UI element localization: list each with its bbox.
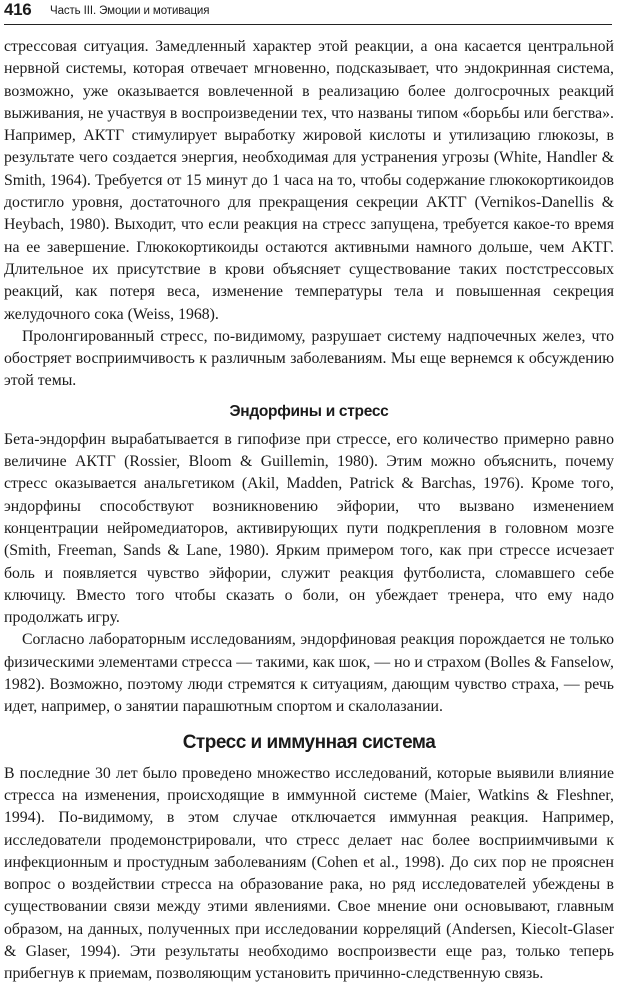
paragraph-endorphin-fear: Согласно лабораторным исследованиям, эндорфиновая реакция порождается не только физическими элементами стресса — такими, как шок, — но и страхом (Bolles & Fanselow, 1982). Возможно, поэтому люди стремятся к ситуациям, дающим чувство страха, — речь идет, например, о занятии парашютным спортом и скалолазании. — [4, 631, 614, 716]
paragraph-immune-system: В последние 30 лет было проведено множество исследований, которые выявили влияние стресса на изменения, происходящие в иммунной системе (Maier, Watkins & Fleshner, 1994). По-видимому, в этом случае отключается иммунная реакция. Например, исследователи продемонстрировали, что стресс делает нас более восприимчивыми к инфекционным и простудным заболеваниям (Cohen et al., 1998). До сих пор не прояснен вопрос о воздействии стресса на образование рака, но ряд исследователей убеждены в существовании связи между этими явлениями. Свое мнение они основывают, главным образом, на данных, полученных при исследовании корреляций (Andersen, Kiecolt-Glaser & Glaser, 1994). Эти результаты необходимо воспроизвести еще раз, только теперь прибегнув к приемам, позволяющим установить причинно-следственную связь. — [4, 764, 614, 983]
section-heading-immune: Стресс и иммунная система — [182, 731, 436, 753]
page-number: 416 — [4, 0, 32, 19]
paragraph-prolonged-stress: Пролонгированный стресс, по-видимому, разрушает систему надпочечных желез, что обостряет восприимчивость к различным заболеваниям. Мы еще вернемся к обсуждению этой темы. — [4, 327, 614, 390]
page-header — [4, 0, 612, 25]
paragraph-stress-duration: стрессовая ситуация. Замедленный характер этой реакции, а она касается центральной нервной системы, которая отвечает мгновенно, подсказывает, что эндокринная система, возможно, уже оказывается вовлеченной в реализацию более долгосрочных реакций выживания, не участвуя в воспроизведении тех, что названы типом «борьбы или бегства». Например, АКТГ стимулирует выработку жировой кислоты и утилизацию глюкозы, в результате чего создается энергия, необходимая для устранения угрозы (White, Handler & Smith, 1964). Требуется от 15 минут до 1 часа на то, чтобы содержание глюкокортикоидов достигло уровня, достаточного для прекращения секреции АКТГ (Vernikos-Danellis & Heybach, 1980). Выходит, что если реакция на стресс запущена, требуется какое-то время на ее завершение. Глюкокортикоиды остаются активными намного дольше, чем АКТГ. Длительное их присутствие в крови объясняет существование таких постстрессовых реакций, как потеря веса, изменение температуры тела и повышенная секреция желудочного сока (Weiss, 1968). — [4, 38, 614, 323]
running-title: Часть III. Эмоции и мотивация — [50, 5, 210, 17]
paragraph-beta-endorphin: Бета-эндорфин вырабатывается в гипофизе при стрессе, его количество примерно равно величине АКТГ (Rossier, Bloom & Guillemin, 1980). Этим можно объяснить, почему стресс оказывается анальгетиком (Akil, Madden, Patrick & Barchas, 1976). Кроме того, эндорфины способствуют возникновению эйфории, что вызвано изменением концентрации нейромедиаторов, активирующих пути подкрепления в головном мозге (Smith, Freeman, Sands & Lane, 1980). Ярким примером того, как при стрессе исчезает боль и появляется чувство эйфории, служит реакция футболиста, сломавшего себе ключицу. Вместо того чтобы сказать о боли, он убеждает тренера, что ему надо продолжать игру. — [4, 430, 614, 627]
body-text — [4, 36, 614, 986]
subheading-endorphins: Эндорфины и стресс — [229, 402, 389, 420]
